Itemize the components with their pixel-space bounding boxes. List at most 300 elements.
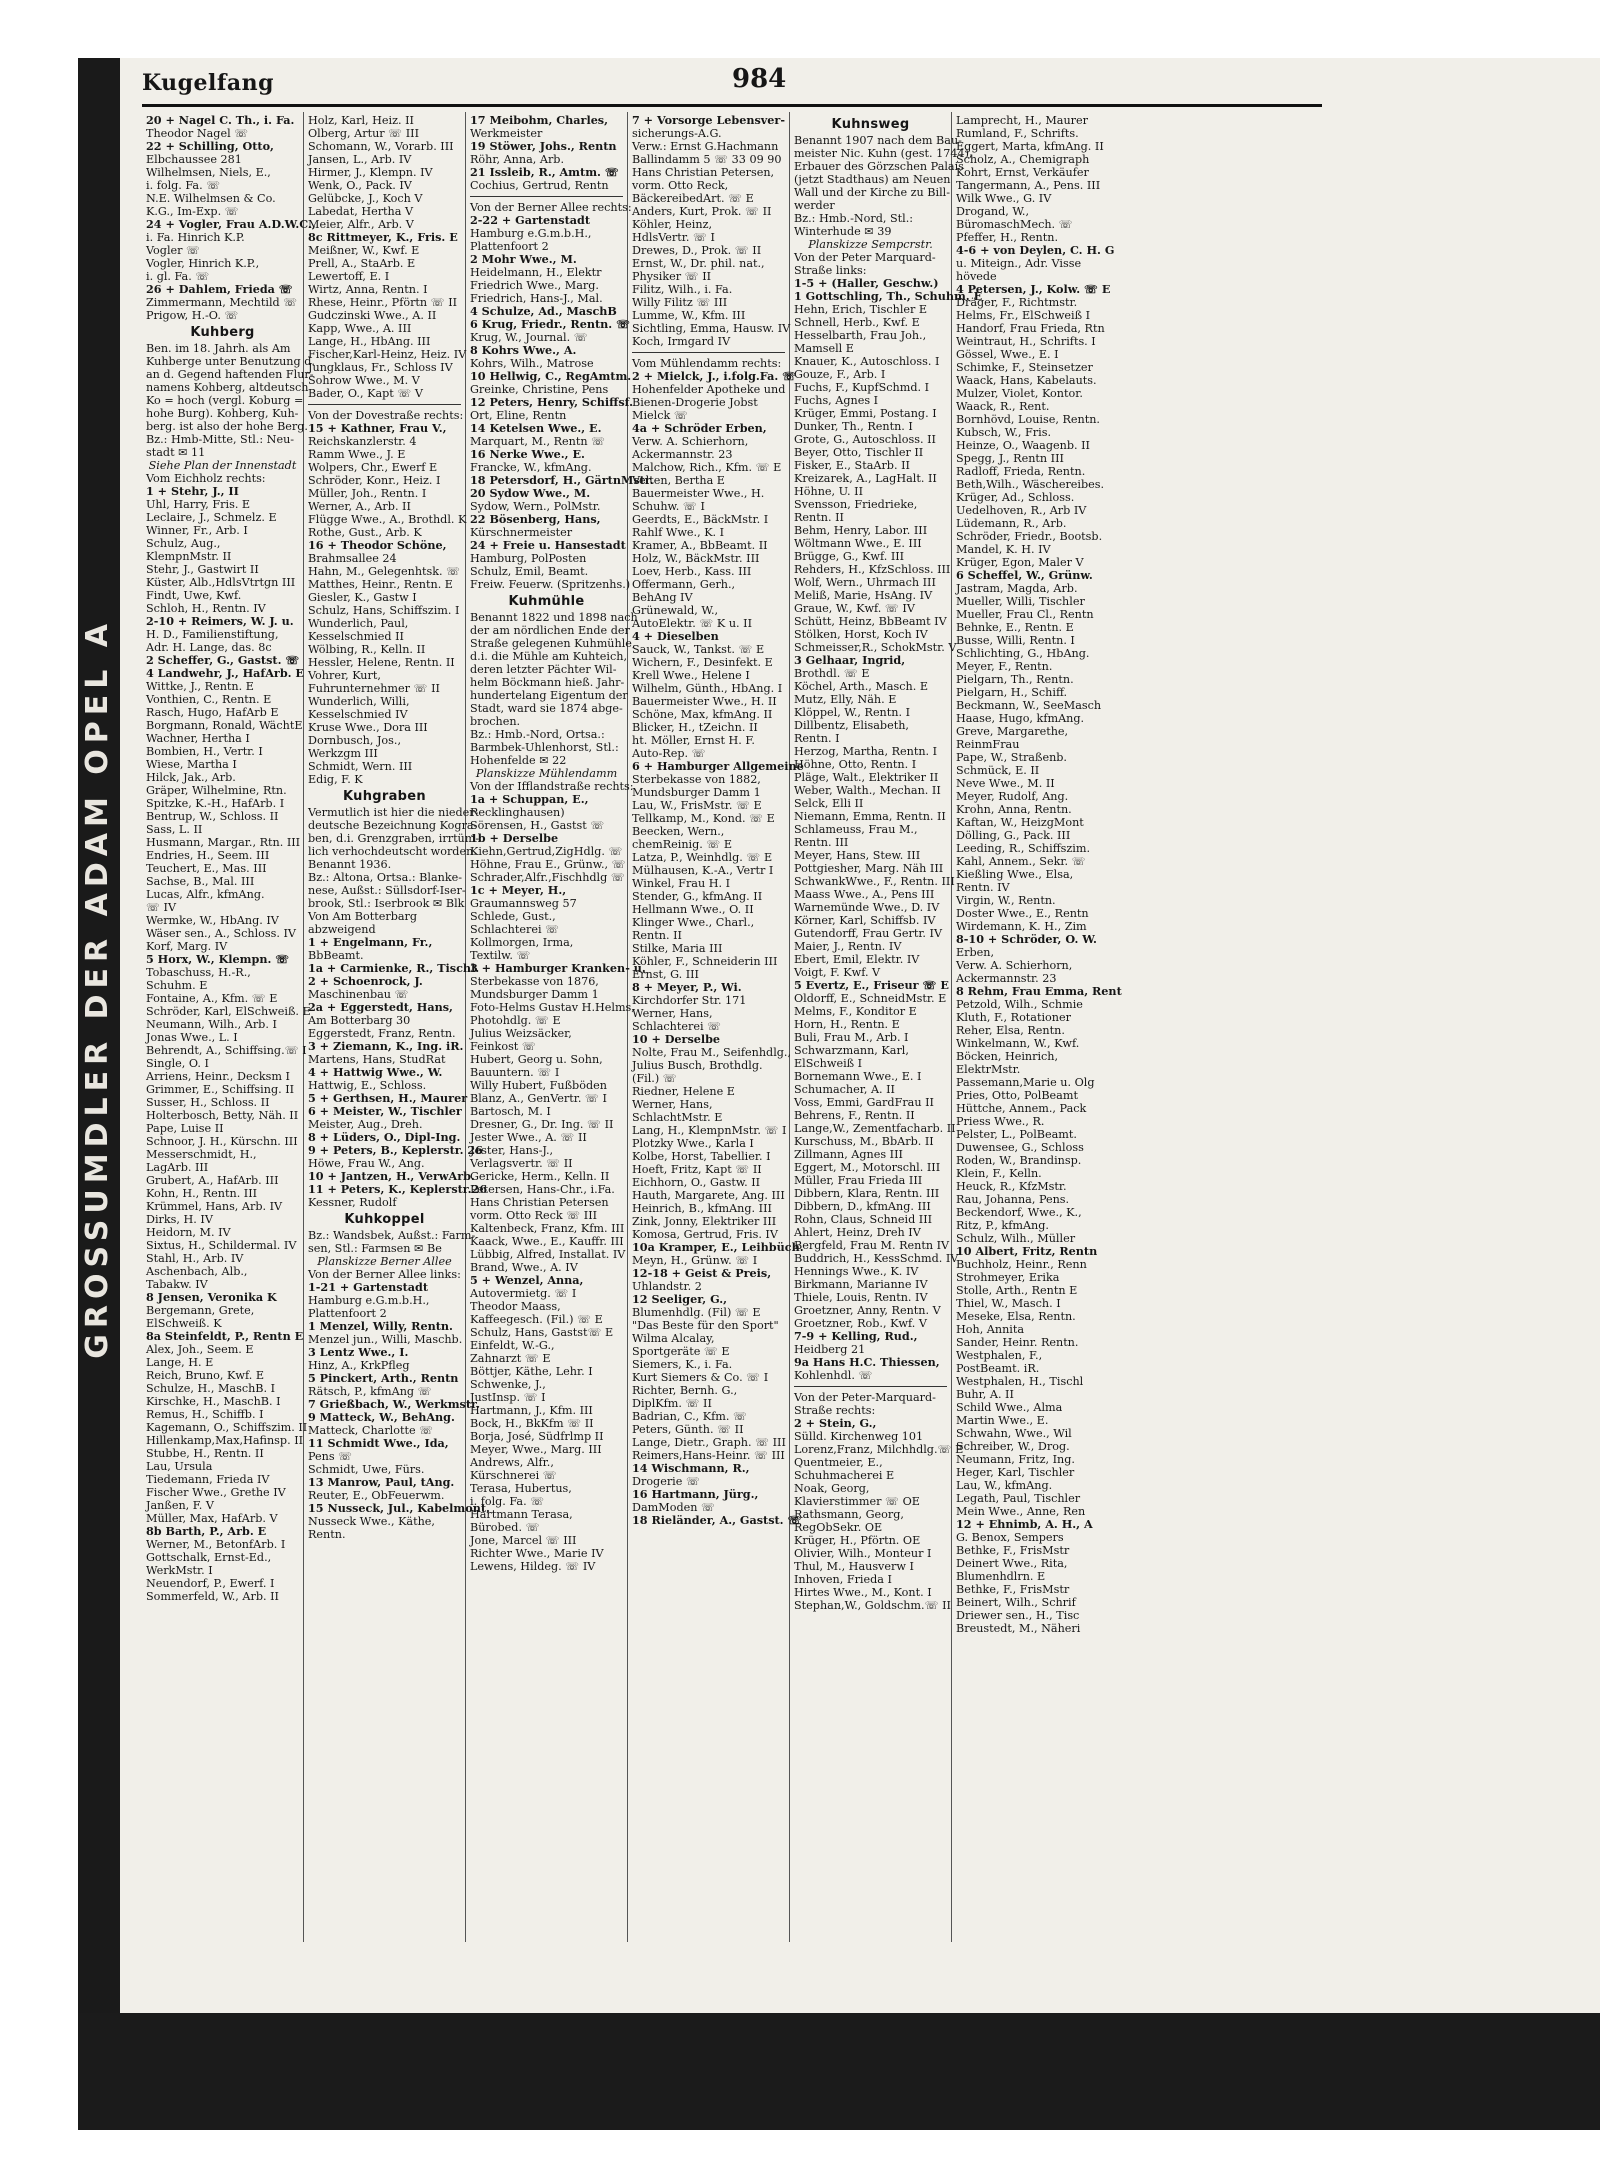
entry-line: Rentn. II <box>794 511 844 524</box>
entry-line: Jastram, Magda, Arb. <box>956 582 1078 595</box>
entry-line: Kollmorgen, Irma, <box>470 936 574 949</box>
directory-columns <box>142 112 1600 1942</box>
entry-line: Sülld. Kirchenweg 101 <box>794 1430 924 1443</box>
house-number-entry: 19 Stöwer, Johs., Rentn <box>470 139 617 153</box>
entry-line: Werner, Hans, <box>632 1007 713 1020</box>
house-number-entry: 11 + Peters, K., Keplerstr.26 <box>308 1182 488 1196</box>
entry-line: Blumenhdlg. (Fil) ☏ E <box>632 1306 761 1319</box>
entry-line: Adr. H. Lange, das. 8c <box>146 641 272 654</box>
entry-line: Fuchs, F., KupfSchmd. I <box>794 381 930 394</box>
entry-line: Höhne, Frau E., Grünw., ☏ <box>470 858 626 871</box>
entry-line: Loev, Herb., Kass. III <box>632 565 752 578</box>
entry-line: Malchow, Rich., Kfm. ☏ E <box>632 461 782 474</box>
entry-line: Niemann, Emma, Rentn. II <box>794 810 946 823</box>
entry-line: Greve, Margarethe, <box>956 725 1069 738</box>
entry-line: Theodor Nagel ☏ <box>146 127 249 140</box>
entry-line: Schulz, Hans, Schiffszim. I <box>308 604 460 617</box>
entry-line: Hoh, Annita <box>956 1323 1025 1336</box>
entry-line: Wittke, J., Rentn. E <box>146 680 254 693</box>
entry-line: d.i. die Mühle am Kuhteich, <box>470 650 628 663</box>
entry-line: Hinz, A., KrkPfleg <box>308 1359 410 1372</box>
entry-line: Hamburg e.G.m.b.H., <box>470 227 592 240</box>
entry-line: Alex, Joh., Seem. E <box>146 1343 254 1356</box>
entry-line: Bethke, F., FrisMstr <box>956 1583 1070 1596</box>
entry-line: Pries, Otto, PolBeamt <box>956 1089 1078 1102</box>
entry-line: Hohenfelder Apotheke und <box>632 383 786 396</box>
entry-line: Heidelmann, H., Elektr <box>470 266 602 279</box>
entry-line: Schlichting, G., HbAng. <box>956 647 1090 660</box>
entry-line: Olivier, Wilh., Monteur I <box>794 1547 932 1560</box>
entry-line: Sohrow Wwe., M. V <box>308 374 420 387</box>
entry-line: Zillmann, Agnes III <box>794 1148 903 1161</box>
entry-line: Verw. A. Schierhorn, <box>956 959 1073 972</box>
house-number-entry: 8b Barth, P., Arb. E <box>146 1524 267 1538</box>
entry-line: brook, Stl.: Iserbrook ✉ Blk <box>308 897 465 910</box>
entry-line: Brügge, G., Kwf. III <box>794 550 905 563</box>
entry-line: Kurt Siemers & Co. ☏ I <box>632 1371 769 1384</box>
entry-line: H. D., Familienstiftung, <box>146 628 279 641</box>
entry-line: Wolpers, Chr., Ewerf E <box>308 461 438 474</box>
entry-line: Giesler, K., Gastw I <box>308 591 417 604</box>
entry-line: Ben. im 18. Jahrh. als Am <box>146 342 291 355</box>
entry-line: Maschinenbau ☏ <box>308 988 409 1001</box>
entry-line: Von Am Botterbarg <box>308 910 418 923</box>
house-number-entry: 2 Mohr Wwe., M. <box>470 252 577 266</box>
entry-line: Gudczinski Wwe., A. II <box>308 309 437 322</box>
entry-line: Wolf, Wern., Uhrmach III <box>794 576 936 589</box>
entry-line: Hamburg e.G.m.b.H., <box>308 1294 430 1307</box>
entry-line: PostBeamt. iR. <box>956 1362 1040 1375</box>
entry-line: Stilke, Maria III <box>632 942 723 955</box>
entry-line: Hessler, Helene, Rentn. II <box>308 656 455 669</box>
entry-line: i. folg. Fa. ☏ <box>146 179 221 192</box>
entry-line: Fuhrunternehmer ☏ II <box>308 682 440 695</box>
binding-text: GROSSUMDLER DER ADAM OPEL A <box>80 618 115 1359</box>
entry-line: Lange,W., Zementfacharb. II <box>794 1122 956 1135</box>
entry-line: Reuter, E., ObFeuerwm. <box>308 1489 445 1502</box>
entry-line: Bürobed. ☏ <box>470 1521 540 1534</box>
entry-line: meister Nic. Kuhn (gest. 1744), <box>794 147 973 160</box>
entry-line: DiplKfm. ☏ II <box>632 1397 712 1410</box>
entry-line: Schnell, Herb., Kwf. E <box>794 316 920 329</box>
entry-line: HdlsVertr. ☏ I <box>632 231 715 244</box>
entry-line: Husmann, Margar., Rtn. III <box>146 836 301 849</box>
house-number-entry: 9a Hans H.C. Thiessen, <box>794 1355 940 1369</box>
entry-line: Stahl, H., Arb. IV <box>146 1252 244 1265</box>
entry-line: Thiele, Louis, Rentn. IV <box>794 1291 928 1304</box>
entry-line: Schütt, Heinz, BbBeamt IV <box>794 615 947 628</box>
entry-line: Jonas Wwe., L. I <box>146 1031 238 1044</box>
column-1 <box>142 112 316 1942</box>
entry-line: Meyer, Hans, Stew. III <box>794 849 921 862</box>
entry-line: Kuhberge unter Benutzung d. <box>146 355 315 368</box>
entry-line: Rentn. II <box>632 929 682 942</box>
house-number-entry: 3 Lentz Wwe., I. <box>308 1345 409 1359</box>
entry-line: Busse, Willi, Rentn. I <box>956 634 1075 647</box>
entry-line: Dibbern, D., kfmAng. III <box>794 1200 931 1213</box>
entry-line: JustInsp. ☏ I <box>470 1391 546 1404</box>
entry-line: "Das Beste für den Sport" <box>632 1319 779 1332</box>
house-number-entry: 1-5 + (Haller, Geschw.) <box>794 276 939 290</box>
entry-line: Pelster, L., PolBeamt. <box>956 1128 1077 1141</box>
entry-line: Dräger, F., Richtmstr. <box>956 296 1078 309</box>
entry-line: Bienen-Drogerie Jobst <box>632 396 758 409</box>
entry-line: Bergfeld, Frau M. Rentn IV <box>794 1239 950 1252</box>
entry-line: Kluth, F., Rotationer <box>956 1011 1071 1024</box>
entry-line: Siemers, K., i. Fa. <box>632 1358 733 1371</box>
entry-line: Ko = hoch (vergl. Koburg = <box>146 394 304 407</box>
entry-line: Nolte, Frau M., Seifenhdlg., <box>632 1046 792 1059</box>
house-number-entry: 8c Rittmeyer, K., Fris. E <box>308 230 458 244</box>
entry-line: helm Böckmann hieß. Jahr- <box>470 676 625 689</box>
entry-line: Stolle, Arth., Rentn E <box>956 1284 1078 1297</box>
entry-line: Benannt 1936. <box>308 858 392 871</box>
entry-line: Sydow, Wern., PolMstr. <box>470 500 601 513</box>
house-number-entry: 8-10 + Schröder, O. W. <box>956 932 1097 946</box>
house-number-entry: 1a + Carmienke, R., Tischl. <box>308 961 480 975</box>
entry-line: Maass Wwe., A., Pens III <box>794 888 935 901</box>
entry-line: Mamsell E <box>794 342 854 355</box>
house-number-entry: 2a + Eggerstedt, Hans, <box>308 1000 453 1014</box>
entry-line: Kirschke, H., MaschB. I <box>146 1395 281 1408</box>
entry-line: Meseke, Elsa, Rentn. <box>956 1310 1076 1323</box>
entry-line: Vom Mühlendamm rechts: <box>632 357 782 370</box>
column-2 <box>304 112 490 1942</box>
entry-line: Am Botterbarg 30 <box>308 1014 411 1027</box>
entry-line: Theodor Maass, <box>470 1300 561 1313</box>
entry-line: Borgmann, Ronald, WächtE <box>146 719 303 732</box>
entry-line: Flügge Wwe., A., Brothdl. K <box>308 513 467 526</box>
house-number-entry: 15 + Kathner, Frau V., <box>308 421 447 435</box>
entry-line: Hehn, Erich, Tischler E <box>794 303 928 316</box>
entry-line: Sauck, W., Tankst. ☏ E <box>632 643 765 656</box>
entry-line: Wilk Wwe., G. IV <box>956 192 1052 205</box>
entry-line: Röhr, Anna, Arb. <box>470 153 565 166</box>
entry-line: Bz.: Hmb.-Nord, Stl.: <box>794 212 914 225</box>
house-number-entry: 8 Rehm, Frau Emma, Rent <box>956 984 1122 998</box>
entry-line: Kessner, Rudolf <box>308 1196 397 1209</box>
entry-line: Buchholz, Heinr., Renn <box>956 1258 1087 1271</box>
entry-line: Lange, Dietr., Graph. ☏ III <box>632 1436 786 1449</box>
entry-line: Mülhausen, K.-A., Vertr I <box>632 864 774 877</box>
entry-line: RegObSekr. OE <box>794 1521 883 1534</box>
entry-line: sicherungs-A.G. <box>632 127 722 140</box>
entry-line: Gutendorff, Frau Gertr. IV <box>794 927 943 940</box>
entry-line: KlempnMstr. II <box>146 550 232 563</box>
entry-line: Meliß, Marie, HsAng. IV <box>794 589 933 602</box>
entry-line: Quentmeier, E., <box>794 1456 883 1469</box>
entry-line: Brand, Wwe., A. IV <box>470 1261 578 1274</box>
entry-line: Kohrt, Ernst, Verkäufer <box>956 166 1089 179</box>
entry-line: abzweigend <box>308 923 376 936</box>
entry-line: Duwensee, G., Schloss <box>956 1141 1084 1154</box>
entry-line: Fontaine, A., Kfm. ☏ E <box>146 992 278 1005</box>
entry-line: Grubert, A., HafArb. III <box>146 1174 279 1187</box>
house-number-entry: 8 + Meyer, P., Wi. <box>632 980 742 994</box>
entry-line: Hillenkamp,Max,Hafinsp. II <box>146 1434 304 1447</box>
house-number-entry: 2-10 + Reimers, W. J. u. <box>146 614 294 628</box>
entry-line: Schulz, Aug., <box>146 537 221 550</box>
entry-line: hundertelang Eigentum der <box>470 689 628 702</box>
entry-line: Schröder, Friedr., Bootsb. <box>956 530 1103 543</box>
entry-line: Grote, G., Autoschloss. II <box>794 433 936 446</box>
entry-line: Werner, A., Arb. II <box>308 500 411 513</box>
entry-line: Virgin, W., Rentn. <box>956 894 1056 907</box>
entry-line: Ort, Eline, Rentn <box>470 409 567 422</box>
entry-line: chemReinig. ☏ E <box>632 838 733 851</box>
entry-line: Ritz, P., kfmAng. <box>956 1219 1049 1232</box>
entry-line: Werkmeister <box>470 127 543 140</box>
entry-line: Rhese, Heinr., Pförtn ☏ II <box>308 296 458 309</box>
entry-line: Labedat, Hertha V <box>308 205 414 218</box>
entry-line: Krohn, Anna, Rentn. <box>956 803 1072 816</box>
entry-line: Blicker, H., tZeichn. II <box>632 721 758 734</box>
entry-line: Prigow, H.-O. ☏ <box>146 309 239 322</box>
entry-line: Jansen, L., Arb. IV <box>308 153 412 166</box>
house-number-entry: 17 Meibohm, Charles, <box>470 113 609 127</box>
column-4 <box>628 112 804 1942</box>
entry-line: i. Fa. Hinrich K.P. <box>146 231 245 244</box>
entry-line: u. Miteign., Adr. Visse <box>956 257 1082 270</box>
entry-line: Pape, Luise II <box>146 1122 224 1135</box>
entry-line: Straße rechts: <box>794 1404 876 1417</box>
entry-line: Heuck, R., KfzMstr. <box>956 1180 1067 1193</box>
entry-line: Beyer, Otto, Tischler II <box>794 446 924 459</box>
house-number-entry: 4 Schulze, Ad., MaschB <box>470 304 617 318</box>
entry-line: Winkelmann, W., Kwf. <box>956 1037 1080 1050</box>
entry-line: Gouze, F., Arb. I <box>794 368 886 381</box>
entry-line: Rathsmann, Georg, <box>794 1508 904 1521</box>
house-number-entry: 16 Nerke Wwe., E. <box>470 447 585 461</box>
house-number-entry: 20 + Nagel C. Th., i. Fa. <box>146 113 295 127</box>
entry-line: Kiehn,Gertrud,ZigHdlg. ☏ <box>470 845 623 858</box>
entry-line: Pens ☏ <box>308 1450 353 1463</box>
entry-line: Rätsch, P., kfmAng ☏ <box>308 1385 432 1398</box>
entry-line: ReinmFrau <box>956 738 1020 751</box>
entry-line: Vohrer, Kurt, <box>308 669 381 682</box>
entry-line: stadt ✉ 11 <box>146 446 206 459</box>
entry-line: Grünewald, W., <box>632 604 719 617</box>
entry-line: Zahnarzt ☏ E <box>470 1352 551 1365</box>
entry-line: i. gl. Fa. ☏ <box>146 270 210 283</box>
entry-line: Helms, Fr., ElSchweiß I <box>956 309 1091 322</box>
entry-line: Schlachterei ☏ <box>470 923 560 936</box>
entry-line: Kreizarek, A., LagHalt. II <box>794 472 937 485</box>
entry-line: G. Benox, Sempers <box>956 1531 1064 1544</box>
entry-line: Mandel, K. H. IV <box>956 543 1051 556</box>
entry-line: Riedner, Helene E <box>632 1085 735 1098</box>
entry-line: Wermke, W., HbAng. IV <box>146 914 279 927</box>
entry-line: Horn, H., Rentn. E <box>794 1018 900 1031</box>
house-number-entry: 22 Bösenberg, Hans, <box>470 512 601 526</box>
entry-line: Kürschnermeister <box>470 526 573 539</box>
entry-line: Mutz, Elly, Näh. E <box>794 693 897 706</box>
entry-line: Leeding, R., Schiffszim. <box>956 842 1091 855</box>
entry-line: Hattwig, E., Schloss. <box>308 1079 427 1092</box>
entry-line: Fischer,Karl-Heinz, Heiz. IV <box>308 348 467 361</box>
entry-line: BbBeamt. <box>308 949 364 962</box>
entry-line: Kurschuss, M., BbArb. II <box>794 1135 934 1148</box>
house-number-entry: 10 Albert, Fritz, Rentn <box>956 1244 1098 1258</box>
entry-line: Schuhw. ☏ I <box>632 500 705 513</box>
entry-line: Reichskanzlerstr. 4 <box>308 435 417 448</box>
entry-line: Dillbentz, Elisabeth, <box>794 719 909 732</box>
entry-line: Mueller, Willi, Tischler <box>956 595 1085 608</box>
entry-line: vorm. Otto Reck ☏ III <box>470 1209 598 1222</box>
entry-line: Julius Weizsäcker, <box>470 1027 572 1040</box>
entry-line: Richter, Bernh. G., <box>632 1384 738 1397</box>
entry-line: Körner, Karl, Schiffsb. IV <box>794 914 936 927</box>
entry-line: Bartosch, M. I <box>470 1105 551 1118</box>
entry-line: Westphalen, F., <box>956 1349 1043 1362</box>
entry-line: Vermutlich ist hier die nieder- <box>308 806 479 819</box>
entry-line: Behrens, F., Rentn. II <box>794 1109 915 1122</box>
entry-line: Köhler, F., Schneiderin III <box>632 955 778 968</box>
entry-line: Schwarzmann, Karl, <box>794 1044 909 1057</box>
entry-line: Ernst, G. III <box>632 968 699 981</box>
entry-line: Erbauer des Görzschen Palais <box>794 160 964 173</box>
street-heading: Kuhgraben <box>343 789 426 804</box>
entry-line: Verw. A. Schierhorn, <box>632 435 749 448</box>
entry-line: Bock, H., BkKfm ☏ II <box>470 1417 594 1430</box>
house-number-entry: 10a Kramper, E., Leihbüch. <box>632 1240 804 1254</box>
house-number-entry: 2 Scheffer, G., Gastst. ☏ <box>146 653 300 667</box>
entry-line: Aschenbach, Alb., <box>146 1265 248 1278</box>
house-number-entry: 24 + Vogler, Frau A.D.W.C., <box>146 217 316 231</box>
entry-line: Dirks, H. IV <box>146 1213 213 1226</box>
entry-line: Rentn. III <box>794 836 849 849</box>
entry-line: Hirtes Wwe., M., Kont. I <box>794 1586 932 1599</box>
house-number-entry: 10 Hellwig, C., RegAmtm. <box>470 369 632 383</box>
entry-line: Spegg, J., Rentn III <box>956 452 1064 465</box>
entry-line: Heinze, O., Waagenb. II <box>956 439 1090 452</box>
house-number-entry: 21 Issleib, R., Amtm. ☏ <box>470 165 619 179</box>
entry-line: vorm. Otto Reck, <box>632 179 729 192</box>
entry-line: Photohdlg. ☏ E <box>470 1014 561 1027</box>
entry-line: Uedelhoven, R., Arb IV <box>956 504 1087 517</box>
entry-line: Uhl, Harry, Fris. E <box>146 498 251 511</box>
entry-line: Sander, Heinr. Rentn. <box>956 1336 1079 1349</box>
entry-line: Wirdemann, K. H., Zim <box>956 920 1087 933</box>
entry-line: Graue, W., Kwf. ☏ IV <box>794 602 915 615</box>
house-number-entry: 5 Pinckert, Arth., Rentn <box>308 1371 459 1385</box>
entry-line: Höwe, Frau W., Ang. <box>308 1157 425 1170</box>
entry-line: Rohn, Claus, Schneid III <box>794 1213 933 1226</box>
entry-line: Willy Filitz ☏ III <box>632 296 728 309</box>
entry-line: Sommerfeld, W., Arb. II <box>146 1590 279 1603</box>
entry-line: Kapp, Wwe., A. III <box>308 322 412 335</box>
house-number-entry: 4 Petersen, J., Kolw. ☏ E <box>956 282 1111 296</box>
house-number-entry: 4-6 + von Deylen, C. H. G <box>956 243 1115 257</box>
entry-line: Reich, Bruno, Kwf. E <box>146 1369 264 1382</box>
entry-line: Krüger, H., Pförtn. OE <box>794 1534 921 1547</box>
entry-line: Schulz, Hans, Gastst☏ E <box>470 1326 614 1339</box>
entry-line: Krüger, Emmi, Postang. I <box>794 407 937 420</box>
entry-line: Bauermeister Wwe., H. <box>632 487 765 500</box>
entry-line: ElektrMstr. <box>956 1063 1021 1076</box>
entry-line: Nusseck Wwe., Käthe, <box>308 1515 435 1528</box>
entry-line: Wichern, F., Desinfekt. E <box>632 656 773 669</box>
entry-line: namens Kohberg, altdeutsch <box>146 381 309 394</box>
house-number-entry: 3 + Ziemann, K., Ing. iR. <box>308 1039 464 1053</box>
entry-line: Von der Berner Allee rechts: <box>470 201 632 214</box>
house-number-entry: 22 + Schilling, Otto, <box>146 139 274 153</box>
entry-line: Gericke, Herm., Kelln. II <box>470 1170 610 1183</box>
entry-line: Anders, Kurt, Prok. ☏ II <box>632 205 772 218</box>
entry-line: Hoeft, Fritz, Kapt ☏ II <box>632 1163 762 1176</box>
entry-line: Werner, M., BetonfArb. I <box>146 1538 286 1551</box>
entry-line: Wunderlich, Willi, <box>308 695 410 708</box>
entry-line: Petersen, Hans-Chr., i.Fa. <box>470 1183 615 1196</box>
entry-line: Tabakw. IV <box>146 1278 208 1291</box>
house-number-entry: 5 + Gerthsen, H., Maurer <box>308 1091 468 1105</box>
entry-line: Pottgiesher, Marg. Näh III <box>794 862 944 875</box>
entry-line: Hahn, M., Gelegenhtsk. ☏ <box>308 565 461 578</box>
entry-line: Koch, Irmgard IV <box>632 335 731 348</box>
entry-line: Priess Wwe., R. <box>956 1115 1045 1128</box>
entry-line: Kesselschmied II <box>308 630 404 643</box>
entry-line: Bauuntern. ☏ I <box>470 1066 560 1079</box>
entry-line: Messerschmidt, H., <box>146 1148 257 1161</box>
entry-line: Von der Berner Allee links: <box>308 1268 461 1281</box>
entry-line: Andrews, Alfr., <box>470 1456 554 1469</box>
entry-line: Vom Eichholz rechts: <box>146 472 266 485</box>
house-number-entry: 2 + Mielck, J., i.folg.Fa. ☏ <box>632 369 797 383</box>
entry-line: Tobaschuss, H.-R., <box>146 966 251 979</box>
entry-line: Schulze, H., MaschB. I <box>146 1382 276 1395</box>
plan-note: Planskizze Mühlendamm <box>475 767 618 780</box>
house-number-entry: 15 Nusseck, Jul., Kabelmont. <box>308 1501 490 1515</box>
entry-line: Dresner, G., Dr. Ing. ☏ II <box>470 1118 614 1131</box>
house-number-entry: 10 + Jantzen, H., VerwArb. <box>308 1169 475 1183</box>
entry-line: Beth,Wilh., Wäschereibes. <box>956 478 1105 491</box>
entry-line: Birkmann, Marianne IV <box>794 1278 928 1291</box>
section-divider <box>794 1386 947 1387</box>
entry-line: Krüger, Egon, Maler V <box>956 556 1084 569</box>
house-number-entry: 3 + Hamburger Kranken- u. <box>470 961 646 975</box>
entry-line: Francke, W., kfmAng. <box>470 461 592 474</box>
entry-line: Kruse Wwe., Dora III <box>308 721 428 734</box>
entry-line: Müller, Max, HafArb. V <box>146 1512 278 1525</box>
entry-line: Gössel, Wwe., E. I <box>956 348 1059 361</box>
entry-line: Beinert, Wilh., Schrif <box>956 1596 1076 1609</box>
entry-line: Autovermietg. ☏ I <box>470 1287 577 1300</box>
house-number-entry: 5 Evertz, E., Friseur ☏ E <box>794 978 949 992</box>
entry-line: Heinrich, B., kfmAng. III <box>632 1202 772 1215</box>
entry-line: Findt, Uwe, Kwf. <box>146 589 242 602</box>
entry-line: Legath, Paul, Tischler <box>956 1492 1081 1505</box>
entry-line: Tiedemann, Frieda IV <box>146 1473 270 1486</box>
house-number-entry: 9 Matteck, W., BehAng. <box>308 1410 455 1424</box>
entry-line: Prell, A., StaArb. E <box>308 257 416 270</box>
entry-line: Sterbekasse von 1876, <box>470 975 599 988</box>
entry-line: Rumland, F., Schrifts. <box>956 127 1079 140</box>
entry-line: Von der Peter Marquard- <box>794 251 936 264</box>
entry-line: Benannt 1907 nach dem Bau- <box>794 134 962 147</box>
entry-line: Schrader,Alfr.,Fischhdlg ☏ <box>470 871 625 884</box>
entry-line: Kürschnerei ☏ <box>470 1469 557 1482</box>
entry-line: Radloff, Frieda, Rentn. <box>956 465 1086 478</box>
entry-line: Winner, Fr., Arb. I <box>146 524 248 537</box>
entry-line: Oldorff, E., SchneidMstr. E <box>794 992 947 1005</box>
house-number-entry: 12 + Ehnimb, A. H., A <box>956 1517 1093 1531</box>
house-number-entry: 1a + Schuppan, E., <box>470 792 589 806</box>
entry-line: Melms, F., Konditor E <box>794 1005 917 1018</box>
entry-line: werder <box>794 199 835 212</box>
house-number-entry: 24 + Freie u. Hansestadt <box>470 538 626 552</box>
entry-line: i. folg. Fa. ☏ <box>470 1495 545 1508</box>
entry-line: Klavierstimmer ☏ OE <box>794 1495 920 1508</box>
